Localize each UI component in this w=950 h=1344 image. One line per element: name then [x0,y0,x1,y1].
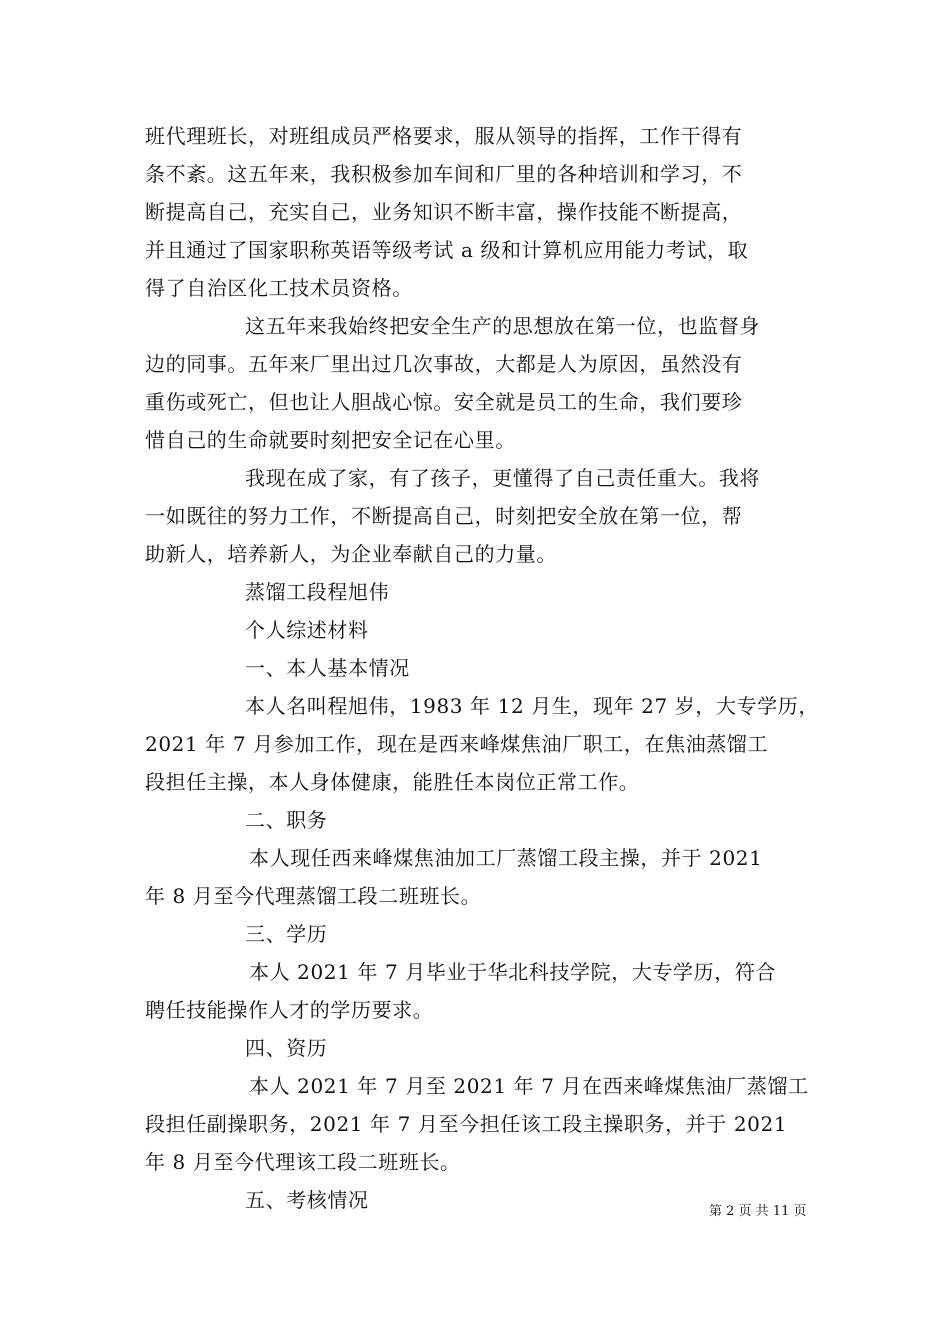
section-heading: 一、本人基本情况 [245,656,410,680]
text-line: 段担任副操职务，2021 年 7 月至今担任该工段主操职务，并于 2021 [145,1112,788,1136]
text-line: 重伤或死亡，但也让人胆战心惊。安全就是员工的生命，我们要珍 [145,390,743,414]
text-line: 年 8 月至今代理该工段二班班长。 [145,1150,461,1174]
text-line: 2021 年 7 月参加工作，现在是西来峰煤焦油厂职工，在焦油蒸馏工 [145,732,769,756]
text-line: 聘任技能操作人才的学历要求。 [145,998,434,1022]
paragraph-first-line: 这五年来我始终把安全生产的思想放在第一位，也监督身 [245,314,760,338]
text-line: 边的同事。五年来厂里出过几次事故，大都是人为原因，虽然没有 [145,352,743,376]
section-title: 个人综述材料 [245,618,369,642]
section-heading: 三、学历 [245,922,328,946]
text-line: 助新人，培养新人，为企业奉献自己的力量。 [145,542,557,566]
text-line: 班代理班长，对班组成员严格要求，服从领导的指挥，工作干得有 [145,124,743,148]
text-line: 条不紊。这五年来，我积极参加车间和厂里的各种培训和学习，不 [145,162,743,186]
paragraph-first-line: 我现在成了家，有了孩子，更懂得了自己责任重大。我将 [245,466,760,490]
text-line: 一如既往的努力工作，不断提高自己，时刻把安全放在第一位，帮 [145,504,743,528]
section-heading: 二、职务 [245,808,328,832]
text-line: 断提高自己，充实自己，业务知识不断丰富，操作技能不断提高， [145,200,743,224]
paragraph-first-line: 本人 2021 年 7 月至 2021 年 7 月在西来峰煤焦油厂蒸馏工 [249,1074,809,1098]
page-number: 第 2 页 共 11 页 [709,1204,807,1219]
text-line: 惜自己的生命就要时刻把安全记在心里。 [145,428,516,452]
paragraph-first-line: 本人名叫程旭伟，1983 年 12 月生，现年 27 岁，大专学历， [245,694,819,718]
section-heading: 五、考核情况 [245,1188,369,1212]
text-line: 得了自治区化工技术员资格。 [145,276,413,300]
paragraph-first-line: 本人 2021 年 7 月毕业于华北科技学院，大专学历，符合 [249,960,777,984]
section-heading: 四、资历 [245,1036,328,1060]
paragraph-first-line: 本人现任西来峰煤焦油加工厂蒸馏工段主操，并于 2021 [249,846,763,870]
text-line: 段担任主操，本人身体健康，能胜任本岗位正常工作。 [145,770,640,794]
text-line: 年 8 月至今代理蒸馏工段二班班长。 [145,884,482,908]
author-signature: 蒸馏工段程旭伟 [245,580,390,604]
text-line: 并且通过了国家职称英语等级考试 a 级和计算机应用能力考试，取 [145,238,749,262]
